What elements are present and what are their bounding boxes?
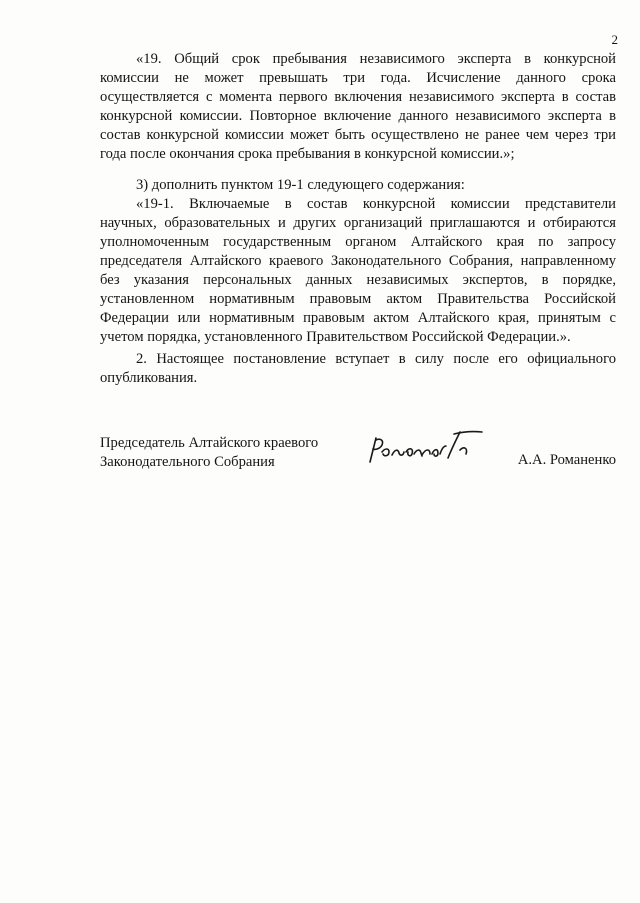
paragraph-line: установленном нормативным правовым актом Правительства Российской [100, 291, 616, 307]
paragraph-line: комиссии не может превышать три года. Исчисление данного срока [100, 70, 616, 86]
paragraph-line: без указания персональных данных независимых экспертов, в порядке, [100, 272, 616, 288]
signatory-title-line: Председатель Алтайского краевого [100, 435, 319, 451]
paragraph-line: 2. Настоящее постановление вступает в силу после его официального [136, 351, 616, 367]
signature-block [100, 434, 616, 484]
paragraph-line: осуществляется с момента первого включения независимого эксперта в состав [100, 89, 616, 105]
paragraph-line: года после окончания срока пребывания в конкурсной комиссии.»; [100, 146, 515, 162]
signatory-title-line: Законодательного Собрания [100, 454, 275, 470]
paragraph-line: «19. Общий срок пребывания независимого эксперта в конкурсной [136, 51, 616, 67]
page-number: 2 [611, 32, 618, 47]
handwritten-signature [362, 428, 492, 472]
signatory-title [100, 434, 318, 472]
paragraph-line: учетом порядка, установленного Правительством Российской Федерации.». [100, 329, 571, 345]
paragraph-19 [100, 50, 616, 164]
paragraph-line: председателя Алтайского краевого Законодательного Собрания, направленному [100, 253, 616, 269]
item-3 [100, 176, 616, 195]
paragraph-line: Федерации или нормативным правовым актом Алтайского края, принятым с [100, 310, 616, 326]
paragraph-line: «19-1. Включаемые в состав конкурсной комиссии представители [136, 196, 616, 212]
signatory-name: А.А. Романенко [517, 452, 616, 468]
paragraph-line: уполномоченным государственным органом Алтайского края по запросу [100, 234, 616, 250]
item-3-text: 3) дополнить пунктом 19-1 следующего содержания: [136, 177, 465, 193]
paragraph-line: научных, образовательных и других организаций приглашаются и отбираются [100, 215, 616, 231]
paragraph-line: состав конкурсной комиссии может быть осуществлено не ранее чем через три [100, 127, 616, 143]
paragraph-2 [100, 350, 616, 388]
paragraph-line: опубликования. [100, 370, 198, 386]
paragraph-19-1 [100, 195, 616, 347]
paragraph-line: конкурсной комиссии. Повторное включение данного независимого эксперта в [100, 108, 616, 124]
